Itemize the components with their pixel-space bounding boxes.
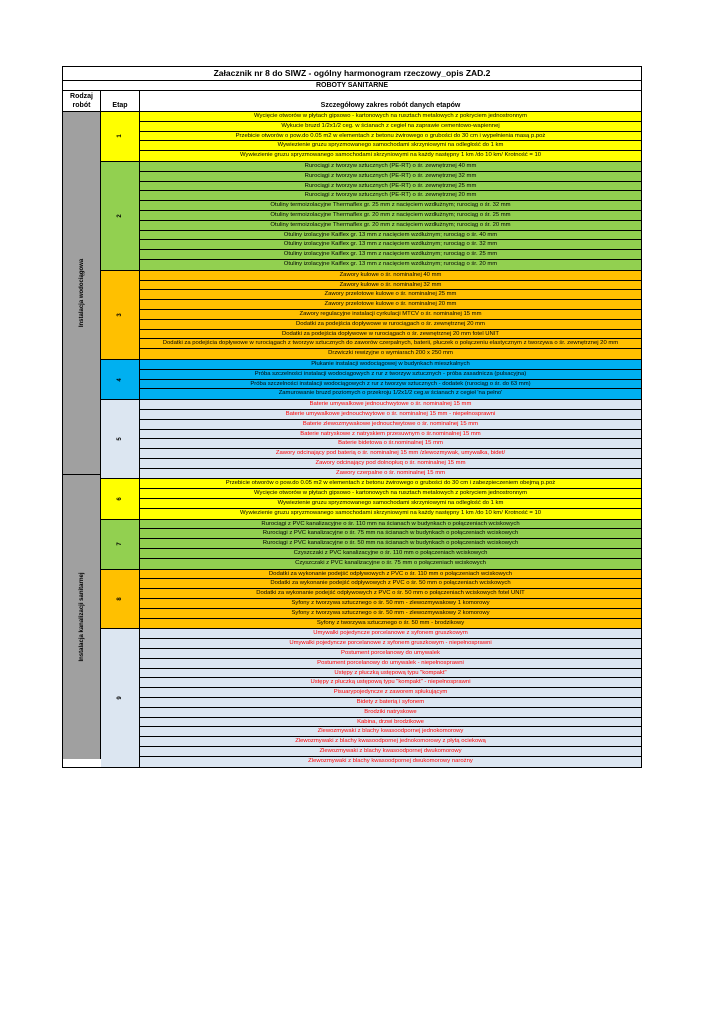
stage-rows: [140, 360, 641, 399]
table-row: Postument porcelanowy do umywalek - niepełnosprawni: [140, 659, 641, 669]
table-row: Baterie umywalkowe jednouchwytowe o śr. nominalnej 15 mm - niepełnosprawni: [140, 410, 641, 420]
stage-number: 4: [117, 377, 123, 382]
table-row: Wywiezienie gruzu spryzmowanego samochodami skrzyniowymi na każdy następny 1 km /do 10 km/ Krotność = 10: [140, 509, 641, 519]
stage-block: [101, 400, 641, 479]
table-row: Przebicie otworów o pow.do 0.05 m2 w elementach z betonu żwirowego o grubości do 30 cm i wypełnienia masą p.poż: [140, 132, 641, 142]
table-row: Wycięcie otworów w płytach gipsowo - kartonowych na rusztach metalowych z pokryciem jednostronnym: [140, 489, 641, 499]
stage-block: [101, 271, 641, 360]
stage-rows: [140, 400, 641, 478]
table-row: Syfony z tworzywa sztucznego o śr. 50 mm - brodzikowy: [140, 619, 641, 629]
stage-rows: [140, 520, 641, 569]
table-row: Dodatki za wykonanie podejść odpływowych z PVC o śr. 50 mm o połączeniach wciskowych: [140, 579, 641, 589]
table-row: Zawory przelotowe kulowe o śr. nominalnej 20 mm: [140, 300, 641, 310]
table-row: Umywalki pojedyncze porcelanowe z syfonem gruszkowym: [140, 629, 641, 639]
table-row: Syfony z tworzywa sztucznego o śr. 50 mm - zlewozmywakowy 1 komorowy: [140, 599, 641, 609]
table-row: Wywiezienie gruzu spryzmowanego samochodami skrzyniowymi na odległość do 1 km: [140, 141, 641, 151]
header-description: Szczegółowy zakres robót danych etapów: [320, 101, 461, 109]
stage-block: [101, 112, 641, 162]
header-kind: Rodzaj robót: [63, 91, 101, 111]
table-row: Zlewozmywaki z blachy kwasoodpornej jednokomorowy: [140, 727, 641, 737]
table-row: Baterie natryskowe z natryskiem przesuwnym o śr.nominalnej 15 mm: [140, 430, 641, 440]
table-row: Drzwiczki rewizyjne o wymiarach 200 x 250 mm: [140, 349, 641, 359]
table-row: Zamurowanie bruzd poziomych o przekroju 1/2x1/2 ceg.w ścianach z cegieł 'na pełno': [140, 389, 641, 399]
table-row: Płukanie instalacji wodociągowej w budynkach mieszkalnych: [140, 360, 641, 370]
stage-rows: [140, 162, 641, 270]
table-row: Brodziki natryskowe: [140, 708, 641, 718]
stage-number: 1: [117, 134, 123, 139]
table-row: Otuliny izolacyjne Kaiflex gr. 13 mm z nacięciem wzdłużnym; rurociąg o śr. 20 mm: [140, 260, 641, 270]
schedule-table: [62, 66, 642, 768]
stage-block: [101, 629, 641, 766]
table-row: Czyszczaki z PVC kanalizacyjne o śr. 75 mm o połączeniach wciskowych: [140, 559, 641, 569]
kind-column: [63, 112, 101, 767]
table-row: Przebicie otworów o pow.do 0.05 m2 w elementach z betonu żwirowego o grubości do 30 cm i zabezpieczeniem obejmą p.poż: [140, 479, 641, 489]
table-row: Czyszczaki z PVC kanalizacyjne o śr. 110 mm o połączeniach wciskowych: [140, 549, 641, 559]
table-row: Rurociągi z tworzyw sztucznych (PE-RT) o śr. zewnętrznej 32 mm: [140, 172, 641, 182]
table-row: Zawory kulowe o śr. nominalnej 32 mm: [140, 281, 641, 291]
stage-number-cell: [101, 629, 140, 766]
stage-number: 8: [117, 597, 123, 601]
stage-block: [101, 360, 641, 400]
table-row: Dodatki za podejścia dopływowe w rurociągach o śr. zewnętrznej 20 mm fotel UNIT: [140, 330, 641, 340]
table-row: Zawory czerpalne o śr. nominalnej 15 mm: [140, 469, 641, 479]
table-row: Otuliny izolacyjne Kaiflex gr. 13 mm z nacięciem wzdłużnym; rurociąg o śr. 25 mm: [140, 250, 641, 260]
table-row: Rurociągi z tworzyw sztucznych (PE-RT) o śr. zewnętrznej 20 mm: [140, 191, 641, 201]
stage-number-cell: [101, 520, 140, 569]
table-row: Rurociągi z PVC kanalizacyjne o śr. 50 mm na ścianach w budynkach o połączeniach wciskowych: [140, 539, 641, 549]
table-row: Zlewozmywaki z blachy kwasoodpornej jednokomorowy z płytą ociekową: [140, 737, 641, 747]
stage-block: [101, 162, 641, 271]
table-row: Syfony z tworzywa sztucznego o śr. 50 mm - zlewozmywakowy 2 komorowy: [140, 609, 641, 619]
table-row: Dodatki za wykonanie podejść odpływowych z PVC o śr. 110 mm o połączeniach wciskowych: [140, 570, 641, 580]
stage-number: 5: [117, 437, 123, 441]
header-stage: Etap: [101, 91, 140, 111]
section-subtitle: ROBOTY SANITARNE: [63, 81, 641, 91]
kind-label: Instalacja wodociągowa: [78, 258, 85, 327]
stage-column: [101, 112, 641, 767]
stage-number-cell: [101, 479, 140, 518]
table-row: Umywalki pojedyncze porcelanowe z syfonem gruszkowym - niepełnosprawni: [140, 639, 641, 649]
table-row: Baterie umywalkowe jednouchwytowe o śr. nominalnej 15 mm: [140, 400, 641, 410]
stage-number: 2: [117, 214, 123, 218]
table-row: Ustępy z płuczką ustępową typu "kompakt": [140, 669, 641, 679]
table-row: Rurociągi z PVC kanalizacyjne o śr. 75 mm na ścianach w budynkach o połączeniach wciskowych: [140, 529, 641, 539]
stage-number-cell: [101, 400, 140, 478]
stage-number: 6: [117, 497, 123, 501]
document-title: Załacznik nr 8 do SIWZ - ogólny harmonogram rzeczowy_opis ZAD.2: [63, 67, 641, 81]
table-row: Wywiezienie gruzu spryzmowanego samochodami skrzyniowymi na każdy następny 1 km /do 10 km/ Krotność = 10: [140, 151, 641, 161]
stage-number: 3: [117, 313, 123, 317]
kind-cell: [63, 475, 101, 759]
table-body: [63, 112, 641, 767]
table-row: Rurociągi z tworzyw sztucznych (PE-RT) o śr. zewnętrznej 25 mm: [140, 182, 641, 192]
table-row: Zawory odcinający pod baterią o śr. nominalnej 15 mm /zlewozmywak, umywalka, bidet/: [140, 449, 641, 459]
stage-rows: [140, 570, 641, 629]
stage-number-cell: [101, 112, 140, 161]
kind-cell: [63, 112, 101, 475]
table-row: Baterie zlewozmywakowe jednouchwytowe o śr. nominalnej 15 mm: [140, 420, 641, 430]
table-row: Dodatki za wykonanie podejść odpływowych z PVC o śr. 50 mm o połączeniach wciskowych fotel UNIT: [140, 589, 641, 599]
table-row: Zlewozmywaki z blachy kwasoodpornej dwukomorowy: [140, 747, 641, 757]
column-header-row: [63, 91, 641, 112]
stage-number-cell: [101, 162, 140, 270]
stage-block: [101, 570, 641, 630]
table-row: Wywiezienie gruzu spryzmowanego samochodami skrzyniowymi na odległość do 1 km: [140, 499, 641, 509]
table-row: Zlewozmywaki z blachy kwasoodpornej dwukomorowy narożny: [140, 757, 641, 767]
table-row: Zawory przelotowe kulowe o śr. nominalnej 25 mm: [140, 290, 641, 300]
table-row: Próba szczelności instalacji wodociągowych z rur z tworzyw sztucznych - dodatek (rurociąg o śr. do 63 mm): [140, 380, 641, 390]
table-row: Ustępy z płuczką ustępową typu "kompakt" - niepełnosprawni: [140, 678, 641, 688]
stage-number-cell: [101, 570, 140, 629]
table-row: Pisuarypojedyncze z zaworem spłukującym: [140, 688, 641, 698]
table-row: Kabina, drzwi brodzikowe: [140, 718, 641, 728]
stage-rows: [140, 112, 641, 161]
table-row: Próba szczelności instalacji wodociągowych z rur z tworzyw sztucznych - próba zasadnicza (pulsacyjna): [140, 370, 641, 380]
table-row: Dodatki za podejścia dopływowe w rurociągach z tworzyw sztucznych do zaworów czerpalnych, baterii, płuczek o połączeniu elastycznym z tworzywa o śr. zewnętrznej 20 mm: [140, 339, 641, 349]
table-row: Otuliny izolacyjne Kaiflex gr. 13 mm z nacięciem wzdłużnym; rurociąg o śr. 40 mm: [140, 231, 641, 241]
stage-rows: [140, 479, 641, 518]
stage-number-cell: [101, 360, 140, 399]
table-row: Rurociągi z tworzyw sztucznych (PE-RT) o śr. zewnętrznej 40 mm: [140, 162, 641, 172]
stage-number-cell: [101, 271, 140, 359]
table-row: Bidety z baterią i syfonem: [140, 698, 641, 708]
stage-rows: [140, 629, 641, 766]
stage-block: [101, 479, 641, 519]
stage-block: [101, 520, 641, 570]
table-row: Otuliny termoizolacyjne Thermaflex gr. 20 mm z nacięciem wzdłużnym; rurociąg o śr. 20 mm: [140, 221, 641, 231]
stage-rows: [140, 271, 641, 359]
table-row: Zawory odcinający pod dolnopłuq o śr. nominalnej 15 mm: [140, 459, 641, 469]
table-row: Postument porcelanowy do umywalek: [140, 649, 641, 659]
table-row: Otuliny termoizolacyjne Thermaflex gr. 25 mm z nacięciem wzdłużnym; rurociąg o śr. 32 mm: [140, 201, 641, 211]
table-row: Baterie bidetowa o śr.nominalnej 15 mm: [140, 439, 641, 449]
table-row: Wykucie bruzd 1/2x1/2 ceg. w ścianach z cegieł na zaprawie cementowo-wapiennej: [140, 122, 641, 132]
stage-number: 9: [117, 696, 123, 700]
table-row: Zawory kulowe o śr. nominalnej 40 mm: [140, 271, 641, 281]
table-row: Zawory regulacyjne instalacji cyrkulacji MTCV o śr. nominalnej 15 mm: [140, 310, 641, 320]
kind-label: Instalacja kanalizacji sanitarnej: [78, 572, 85, 662]
table-row: Dodatki za podejścia dopływowe w rurociągach o śr. zewnętrznej 20 mm: [140, 320, 641, 330]
table-row: Wycięcie otworów w płytach gipsowo - kartonowych na rusztach metalowych z pokryciem jednostronnym: [140, 112, 641, 122]
table-row: Rurociągi z PVC kanalizacyjne o śr. 110 mm na ścianach w budynkach o połączeniach wciskowych: [140, 520, 641, 530]
stage-number: 7: [117, 542, 123, 546]
table-row: Otuliny termoizolacyjne Thermaflex gr. 20 mm z nacięciem wzdłużnym; rurociąg o śr. 25 mm: [140, 211, 641, 221]
table-row: Otuliny izolacyjne Kaiflex gr. 13 mm z nacięciem wzdłużnym; rurociąg o śr. 32 mm: [140, 240, 641, 250]
